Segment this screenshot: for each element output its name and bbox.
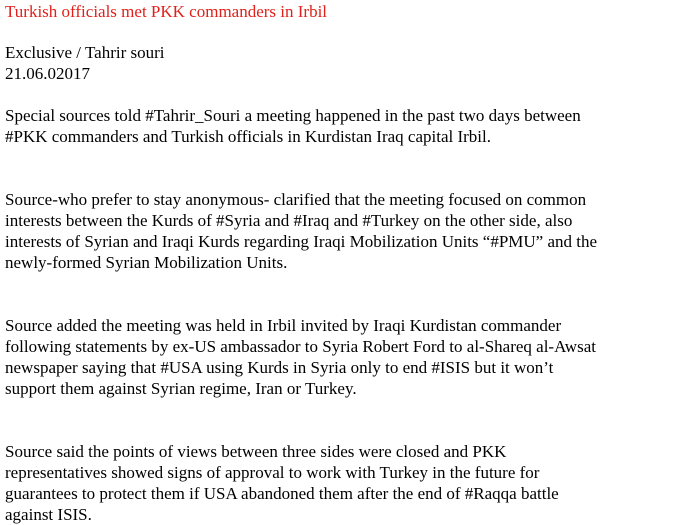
paragraph-line: guarantees to protect them if USA abandoned them after the end of #Raqqa battle [5,484,559,503]
paragraph-line: newly-formed Syrian Mobilization Units. [5,253,288,272]
article [5,0,677,525]
paragraph-2 [5,189,677,273]
paragraph-line: representatives showed signs of approval to work with Turkey in the future for [5,463,540,482]
byline [5,42,677,84]
paragraph-line: newspaper saying that #USA using Kurds in Syria only to end #ISIS but it won’t [5,358,554,377]
article-title: Turkish officials met PKK commanders in Irbil [5,2,328,21]
paragraph-line: interests of Syrian and Iraqi Kurds regarding Iraqi Mobilization Units “#PMU” and the [5,232,598,251]
paragraph-line: Source-who prefer to stay anonymous- clarified that the meeting focused on common [5,190,587,209]
paragraph-3 [5,315,677,399]
paragraph-line: Source said the points of views between three sides were closed and PKK [5,442,507,461]
source-line: Exclusive / Tahrir souri [5,43,165,62]
paragraph-line: Source added the meeting was held in Irbil invited by Iraqi Kurdistan commander [5,316,562,335]
paragraph-line: support them against Syrian regime, Iran or Turkey. [5,379,357,398]
article-date: 21.06.02017 [5,64,90,83]
paragraph-1 [5,105,677,147]
paragraph-line: against ISIS. [5,505,92,524]
paragraph-line: following statements by ex-US ambassador to Syria Robert Ford to al-Shareq al-Awsat [5,337,596,356]
paragraph-line: Special sources told #Tahrir_Souri a meeting happened in the past two days between [5,106,581,125]
paragraph-line: interests between the Kurds of #Syria and #Iraq and #Turkey on the other side, also [5,211,573,230]
paragraph-4 [5,441,677,525]
paragraph-line: #PKK commanders and Turkish officials in Kurdistan Iraq capital Irbil. [5,127,491,146]
